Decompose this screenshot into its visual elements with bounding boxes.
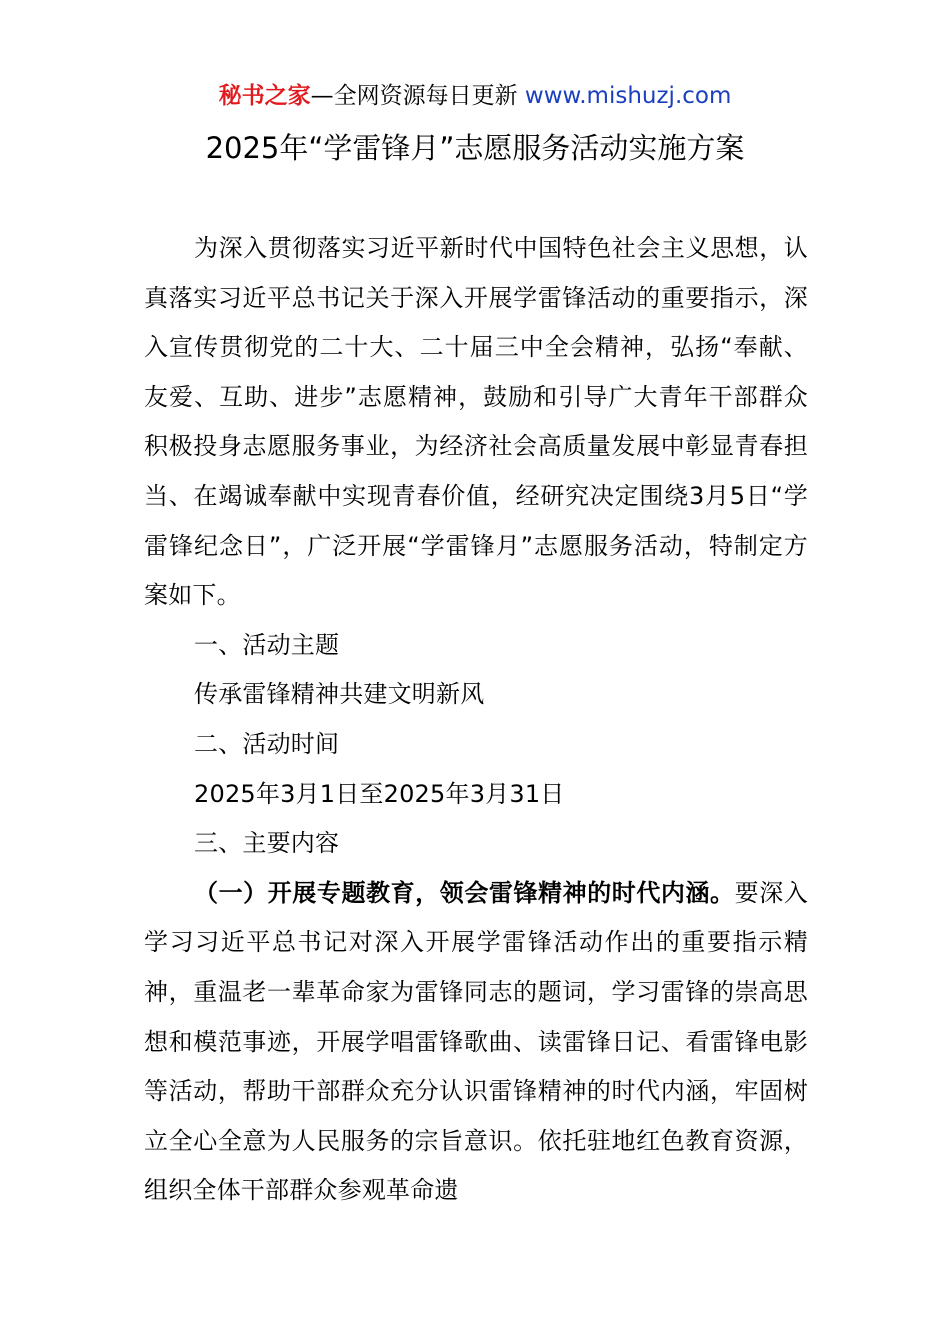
section-body-theme: 传承雷锋精神共建文明新风: [194, 680, 485, 709]
section-heading-content: 三、主要内容: [194, 829, 340, 858]
intro-paragraph: 为深入贯彻落实习近平新时代中国特色社会主义思想，认真落实习近平总书记关于深入开展学雷锋活动的重要指示，深入宣传贯彻党的二十大、二十届三中全会精神，弘扬“奉献、友爱、互助、进步”志愿精神，鼓励和引导广大青年干部群众积极投身志愿服务事业，为经济社会高质量发展中彰显青春担当、在竭诚奉献中实现青春价值，经研究决定围绕3月5日“学雷锋纪念日”，广泛开展“学雷锋月”志愿服务活动，特制定方案如下。: [144, 234, 808, 610]
site-url[interactable]: www.mishuzj.com: [524, 83, 732, 109]
section-body-time: 2025年3月1日至2025年3月31日: [194, 779, 565, 808]
section-heading-theme: 一、活动主题: [194, 630, 340, 659]
section-heading-time: 二、活动时间: [194, 729, 340, 758]
content-item-1: [144, 869, 808, 1216]
site-header: [0, 80, 950, 112]
brand-name: 秘书之家: [218, 83, 311, 109]
content-item-1-body: 要深入学习习近平总书记对深入开展学雷锋活动作出的重要指示精神，重温老一辈革命家为雷锋同志的题词，学习雷锋的崇高思想和模范事迹，开展学唱雷锋歌曲、读雷锋日记、看雷锋电影等活动，帮助干部群众充分认识雷锋精神的时代内涵，牢固树立全心全意为人民服务的宗旨意识。依托驻地红色教育资源，组织全体干部群众参观革命遗: [144, 878, 808, 1205]
document-title: 2025年“学雷锋月”志愿服务活动实施方案: [205, 131, 745, 165]
document-body: [144, 224, 808, 1216]
content-item-1-lead: （一）开展专题教育，领会雷锋精神的时代内涵。: [194, 878, 735, 907]
header-tagline: —全网资源每日更新: [310, 83, 518, 109]
